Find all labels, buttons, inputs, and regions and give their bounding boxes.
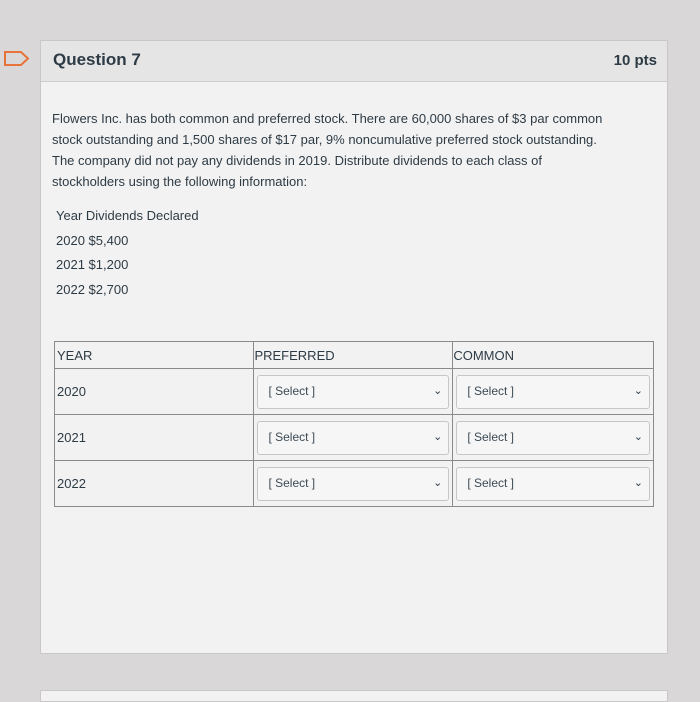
chevron-down-icon: ⌄ <box>433 430 443 443</box>
chevron-down-icon: ⌄ <box>633 476 643 489</box>
common-select[interactable] <box>456 467 650 501</box>
question-line: stock outstanding and 1,500 shares of $17 par, 9% noncumulative preferred stock outstanding. <box>52 132 597 147</box>
dividend-row: 2020 $5,400 <box>56 232 129 248</box>
header-year: YEAR <box>55 342 254 369</box>
dividends-list <box>56 204 199 302</box>
chevron-down-icon: ⌄ <box>633 430 643 443</box>
year-cell: 2022 <box>55 461 254 507</box>
dividend-row: 2022 $2,700 <box>56 281 129 297</box>
preferred-select[interactable] <box>257 467 449 501</box>
question-line: stockholders using the following information: <box>52 174 308 189</box>
chevron-down-icon: ⌄ <box>433 476 443 489</box>
answer-table <box>54 341 654 507</box>
question-title: Question 7 <box>53 50 141 69</box>
dividends-header: Year Dividends Declared <box>56 208 199 223</box>
header-preferred: PREFERRED <box>254 342 453 369</box>
table-row <box>55 415 654 461</box>
common-select[interactable] <box>456 421 650 455</box>
next-question-card-edge <box>40 690 668 702</box>
question-text <box>52 108 652 192</box>
chevron-down-icon: ⌄ <box>633 384 643 397</box>
select-value: [ Select ] <box>268 429 316 444</box>
chevron-down-icon: ⌄ <box>433 384 443 397</box>
select-value: [ Select ] <box>467 383 514 398</box>
select-value: [ Select ] <box>268 383 316 398</box>
select-value: [ Select ] <box>467 475 514 490</box>
question-header <box>41 41 667 82</box>
select-value: [ Select ] <box>467 429 514 444</box>
table-row <box>55 369 654 415</box>
question-points: 10 pts <box>613 52 657 69</box>
year-cell: 2020 <box>55 369 254 415</box>
question-line: Flowers Inc. has both common and preferred stock. There are 60,000 shares of $3 par common <box>52 111 603 126</box>
select-value: [ Select ] <box>268 475 316 490</box>
question-line: The company did not pay any dividends in 2019. Distribute dividends to each class of <box>52 153 542 168</box>
table-row <box>55 461 654 507</box>
year-cell: 2021 <box>55 415 254 461</box>
dividend-row: 2021 $1,200 <box>56 257 129 272</box>
table-header-row <box>55 342 654 369</box>
header-common: COMMON <box>453 342 654 369</box>
bookmark-flag-icon[interactable] <box>4 50 30 67</box>
preferred-select[interactable] <box>257 375 449 409</box>
preferred-select[interactable] <box>257 421 449 455</box>
common-select[interactable] <box>456 375 650 409</box>
